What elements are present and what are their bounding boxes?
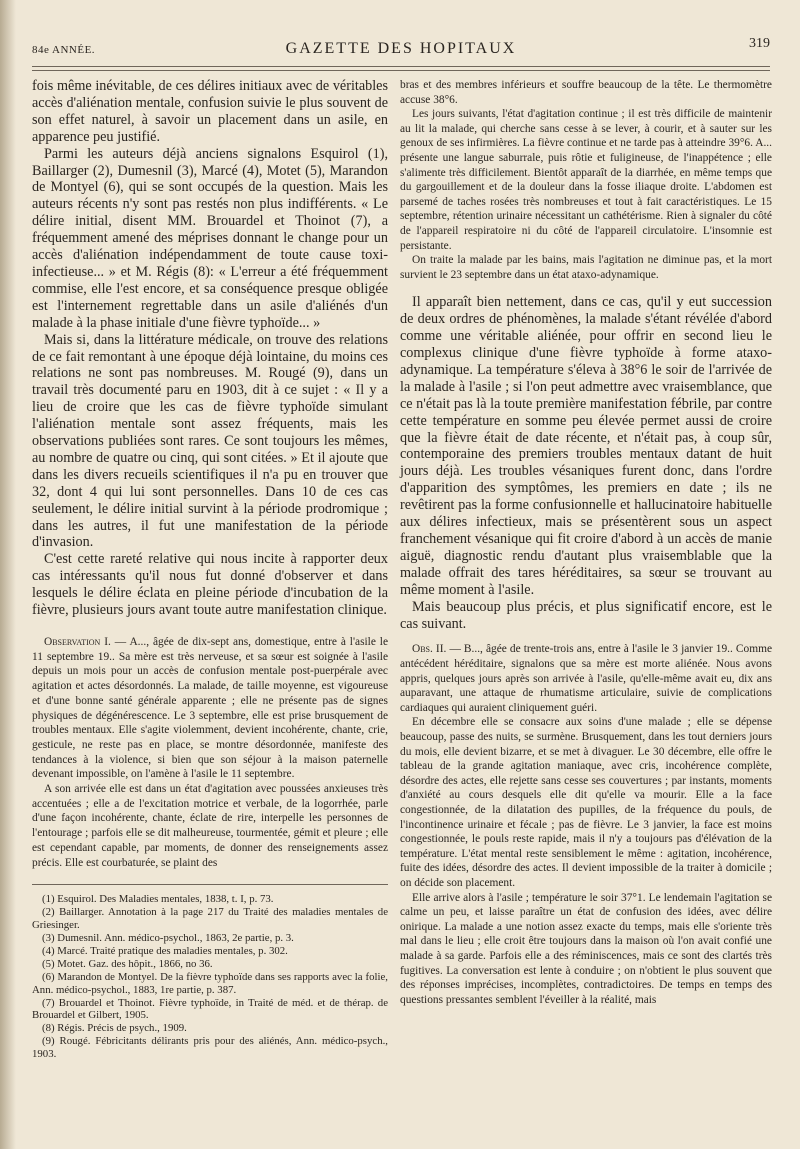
observation-2-paragraph: En décembre elle se consacre aux soins d'une malade ; elle se dépense beaucoup, passe des nuits, se surmène. Brusquement, dans les tout derniers jours du mois, elle devient bizarre, et se met à divaguer. Le 30 décembre, elle offre le tableau de la grande agitation maniaque, avec cris, incohérence complète, désordre des actes, elle rejette sans cesse ses couvertures ; par instants, moments d'anxiété au cours desquels elle dit qu'elle va mourir. Elle a la face congestionnée, de la dilatation des pupilles, de la fréquence du pouls, de l'incontinence urinaire et fécale ; pas de fièvre. Le 3 janvier, la face est moins congestionnée, le pouls reste rapide, mais il n'y a toujours pas d'élévation de la température. L'état mental reste sensiblement le même : agitation, incohérence, fuite des idées, désordre des actes. Il devient impossible de la traiter à domicile ; on décide son placement. xyxy=(400,716,772,889)
observation-2 xyxy=(400,642,772,1007)
page-number: 319 xyxy=(749,36,770,51)
observation-2-label: Obs. II. xyxy=(412,643,447,656)
observation-1-paragraph: A son arrivée elle est dans un état d'agitation avec poussées anxieuses très accentuées ; elle a de l'excitation motrice et verbale, de la logorrhée, parle d'une façon incohérente, chante, éclate de rire, interpelle les personnes de l'entourage ; parfois elle se dit malheureuse, tourmentée, gémit et pleure ; elle est cependant capable, par moments, de donner des renseignements assez précis. Elle est courbaturée, se plaint des xyxy=(32,783,388,869)
footnote-divider xyxy=(32,884,388,885)
discussion-section xyxy=(400,294,772,632)
header-rule-top xyxy=(32,66,770,67)
discussion-paragraph: Mais beaucoup plus précis, et plus significatif encore, est le cas suivant. xyxy=(400,598,772,632)
continuation-paragraph: On traite la malade par les bains, mais l'agitation ne diminue pas, et la mort survient le 23 septembre dans un état ataxo-adynamique. xyxy=(400,254,772,281)
footnote: (8) Régis. Précis de psych., 1909. xyxy=(42,1022,187,1035)
page-spine-shadow xyxy=(0,0,16,1149)
intro-paragraph: fois même inévitable, de ces délires initiaux avec de véritables accès d'aliénation mentale, confusion suivie le plus souvent de son effet naturel, à savoir un placement dans un asile, en apparence peu justifié. xyxy=(32,78,388,145)
intro-paragraph: Mais si, dans la littérature médicale, on trouve des relations de ce fait remontant à une époque déjà lointaine, du moins ces relations ne sont pas nombreuses. M. Rougé (9), dans un travail très documenté paru en 1903, dit à ce sujet : « Il y a lieu de croire que les cas de fièvre typhoïde simulant l'aliénation mentale sont assez fréquents, mais les observations publiées sont rares. Ce sont toujours les mêmes, au nombre de quatre ou cinq, qui sont citées. » Et il ajoute que dans les divers recueils scientifiques il n'a pu en trouver que 32, dont 4 qui lui sont personnelles. Dans 10 de ces cas seulement, le délire initial survint à la période prodromique ; dans les autres, il fut une manifestation de la période d'invasion. xyxy=(32,331,388,551)
intro-paragraph: C'est cette rareté relative qui nous incite à rapporter deux cas intéressants qu'il nous fut donné d'observer et dans lesquels le délire éclata en pleine période d'incubation de la fièvre, plusieurs jours avant toute autre manifestation clinique. xyxy=(32,551,388,619)
observation-2-paragraph: Elle arrive alors à l'asile ; température le soir 37°1. Le lendemain l'agitation se calme un peu, et laisse paraître un état de confusion des idées, avec délire onirique. La malade a une notion assez exacte du temps, mais elle s'oriente très mal dans le lieu ; elle croit être toujours dans la maison où l'on avait confié une malade à sa garde. Parfois elle a des réminiscences, mais ce sont des clartés très fugitives. La conversation est lente à conduire ; on n'obtient le plus souvent que des réponses imprécises, incomplètes, contradictoires. De temps en temps des questions pressantes semblent l'éveiller à la réalité, mais xyxy=(400,891,772,1006)
intro-section xyxy=(32,78,388,619)
observation-1-paragraph xyxy=(32,635,388,782)
observation-1-continuation xyxy=(400,78,772,282)
footnote: (4) Marcé. Traité pratique des maladies mentales, p. 302. xyxy=(42,944,288,957)
footnotes xyxy=(32,893,388,1061)
footnote: (3) Dumesnil. Ann. médico-psychol., 1863, 2e partie, p. 3. xyxy=(42,931,294,944)
intro-paragraph: Parmi les auteurs déjà anciens signalons Esquirol (1), Baillarger (2), Dumesnil (3), Marcé (4), Motet (5), Marandon de Montyel (6), qui se sont occupés de la question. Mais les auteurs récents n'y sont pas restés non plus indifférents. « Le délire initial, disent MM. Brouardel et Thoinot (7), a fréquemment amené des méprises donnant le change pour un accès d'aliénation indépendamment de toute cause toxi-infectieuse... » et M. Régis (8): « L'erreur a été fréquemment commise, elle l'est encore, et sa conséquence presque obligée est l'internement regrettable dans un asile d'aliénés d'un malade à la phase initiale d'une fièvre typhoïde... » xyxy=(32,145,388,331)
right-column xyxy=(400,78,772,1007)
footnote: (2) Baillarger. Annotation à la page 217 du Traité des maladies mentales de Griesinger. xyxy=(32,906,388,932)
page-header xyxy=(32,30,770,66)
continuation-paragraph: Les jours suivants, l'état d'agitation continue ; il est très difficile de maintenir au lit la malade, qui cherche sans cesse à se lever, à courir, et à sauter sur les genoux de ses infirmières. La fièvre continue et ne tarde pas à atteindre 39°6. A... présente une langue saburrale, puis rôtie et fuligineuse, de l'inappétence ; elle s'alimente très difficilement. Bientôt apparaît de la diarrhée, en même temps que du gargouillement et de la douleur dans la fosse iliaque droite. L'abdomen est parsemé de taches rosées très nombreuses et tout à fait caractéristiques. Le 15 septembre, rétention urinaire nécessitant un cathétérisme. Rien à signaler du côté de l'appareil respiratoire ni du côté de l'appareil circulatoire. L'insomnie est persistante. xyxy=(400,108,772,252)
footnote: (7) Brouardel et Thoinot. Fièvre typhoïde, in Traité de méd. et de thérap. de Brouardel et Gilbert, 1905. xyxy=(32,996,388,1022)
observation-1-text: — A..., âgée de dix-sept ans, domestique, entre à l'asile le 11 septembre 19.. Sa mère est très nerveuse, et sa sœur est soignée à l'asile depuis un mois pour un accès de confusion mentale post-puerpérale avec agitation et actes désordonnés. La malade, de taille moyenne, est vigoureuse et d'une bonne santé générale apparente ; elle ne présente pas de signes physiques de dégénérescence. Le 3 septembre, elle est prise brusquement de troubles mentaux. Elle s'agite violemment, devient incohérente, chante, crie, gesticule, ne reste pas en place, se montre désordonnée, manifeste des tendances à la violence, si bien que son séjour à la maison paternelle devenant impossible, on l'amène à l'asile le 11 septembre. xyxy=(32,636,389,781)
footnote: (5) Motet. Gaz. des hôpit., 1866, no 36. xyxy=(42,957,213,970)
year-label: 84e ANNÉE. xyxy=(32,44,96,56)
observation-2-text: — B..., âgée de trente-trois ans, entre à l'asile le 3 janvier 19.. Comme antécédent héréditaire, signalons que sa mère est morte aliénée. Nous avons appris, quelques jours après son arrivée à l'asile, qu'elle-même avait eu, dix ans auparavant, une attaque de rhumatisme articulaire, suivie de complications cardiaques qui auraient cliniquement guéri. xyxy=(400,643,772,714)
discussion-paragraph: Il apparaît bien nettement, dans ce cas, qu'il y eut succession de deux ordres de phénomènes, la malade s'étant révélée d'abord comme une véritable aliénée, pour offrir en second lieu le complexus clinique d'une fièvre typhoïde à forme ataxo-adynamique. La température s'éleva à 38°6 le soir de l'arrivée de la malade à l'asile ; si l'on peut admettre avec vraisemblance, que ce n'était pas là la toute première manifestation fébrile, par contre cette température en somme peu élevée permet aussi de croire que la fièvre était de date récente, et n'était pas, à coup sûr, contemporaine des premiers troubles mentaux datant de huit jours déjà. Les troubles vésaniques furent donc, dans l'ordre d'apparition des symptômes, les premiers en date ; ils ne revêtirent pas la forme confusionnelle et hallucinatoire habituelle aux délires infectieux, mais se présentèrent sous un aspect franchement vésanique qui fit croire d'abord à un accès de manie aiguë, diagnostic rendu d'autant plus vraisemblable que la malade offrait des tares héréditaires, sa sœur se trouvant au même moment à l'asile. xyxy=(400,294,772,598)
observation-1 xyxy=(32,635,388,870)
continuation-paragraph: bras et des membres inférieurs et souffre beaucoup de la tête. Le thermomètre accuse 38°6. xyxy=(400,79,772,106)
footnote: (6) Marandon de Montyel. De la fièvre typhoïde dans ses rapports avec la folie, Ann. médico-psychol., 1883, 1re partie, p. 387. xyxy=(32,970,388,996)
footnote: (9) Rougé. Fébricitants délirants pris pour des aliénés, Ann. médico-psych., 1903. xyxy=(32,1035,388,1061)
journal-title: GAZETTE DES HOPITAUX xyxy=(285,40,517,57)
observation-1-label: Observation I. xyxy=(44,636,111,648)
footnote: (1) Esquirol. Des Maladies mentales, 1838, t. I, p. 73. xyxy=(42,893,274,906)
header-rule-bottom xyxy=(32,70,770,71)
left-column xyxy=(32,78,388,1061)
observation-2-paragraph xyxy=(400,642,772,715)
